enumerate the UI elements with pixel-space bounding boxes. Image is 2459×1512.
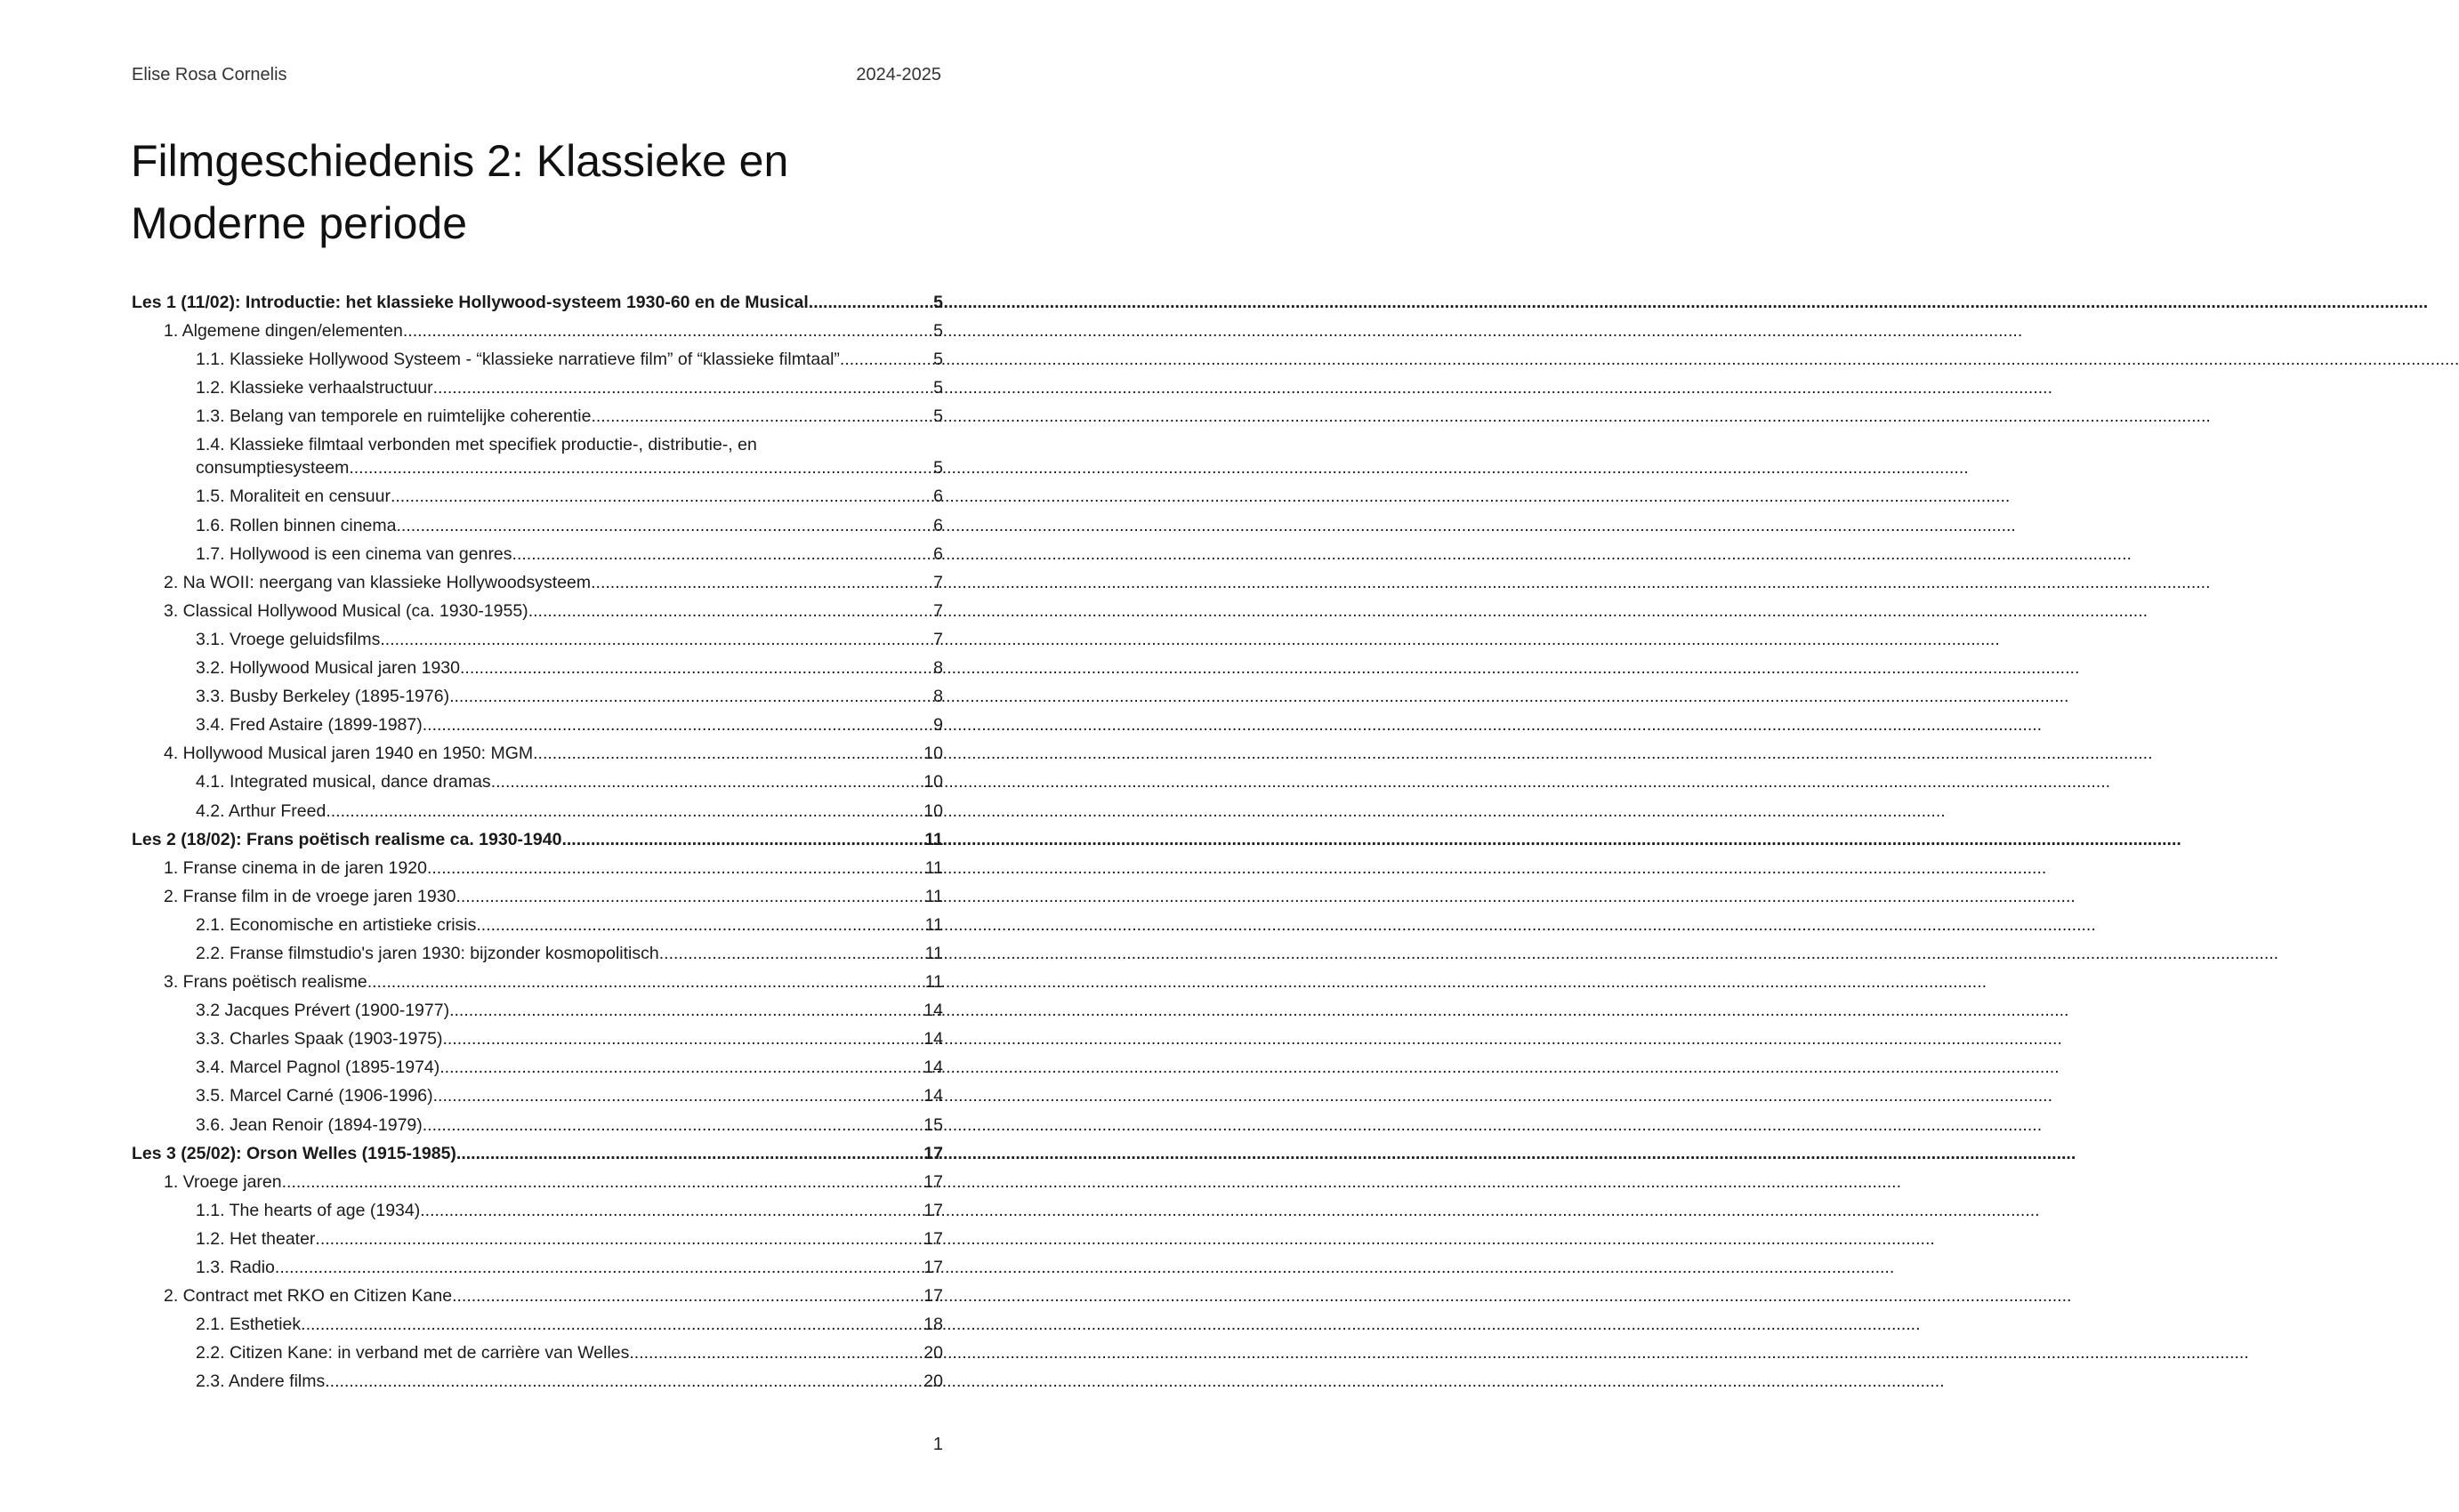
toc-page-number: 14: [923, 1029, 943, 1050]
toc-page-number: 15: [923, 1114, 943, 1135]
dot-leader: [420, 1196, 923, 1225]
toc-subsection-link[interactable]: [132, 511, 943, 540]
toc-entry-title: 4.1. Integrated musical, dance dramas: [196, 772, 491, 792]
toc-subsection-link[interactable]: [132, 402, 943, 430]
toc-entry-title: 2.3. Andere films: [196, 1371, 326, 1392]
toc-page-number: 11: [924, 972, 943, 993]
toc-entry-title: 2.1. Esthetiek: [196, 1315, 302, 1335]
toc-entry-title: 1. Algemene dingen/elementen: [164, 321, 403, 342]
toc-section-link[interactable]: [132, 597, 943, 625]
toc-subsection-link[interactable]: [132, 1225, 943, 1253]
toc-page-number: 5: [933, 406, 943, 427]
toc-page-number: 10: [923, 744, 943, 764]
toc-entry-title: 1.3. Radio: [196, 1258, 275, 1277]
toc-page-number: 17: [923, 1171, 943, 1192]
dot-leader: [301, 1310, 923, 1339]
toc-entry-title: 1. Franse cinema in de jaren 1920: [164, 857, 427, 878]
toc-subsection-link[interactable]: [132, 374, 943, 402]
toc-section-link[interactable]: [132, 854, 943, 882]
toc-entry-title: 4. Hollywood Musical jaren 1940 en 1950: MGM: [164, 744, 534, 764]
toc-entry-title: Les 1 (11/02): Introductie: het klassieke Hollywood-systeem 1930-60 en de Musical: [132, 293, 809, 312]
toc-page-number: 9: [933, 715, 943, 736]
toc-subsection-link[interactable]: [132, 1082, 943, 1110]
toc-page-number: 17: [923, 1200, 943, 1220]
toc-subsection-link[interactable]: [132, 939, 943, 968]
dot-leader: [367, 968, 925, 996]
toc-page-number: 11: [924, 829, 943, 849]
dot-leader: [325, 1367, 923, 1395]
toc-page-number: 17: [923, 1286, 943, 1307]
toc-subsection-link[interactable]: [132, 768, 943, 796]
dot-leader: [561, 825, 924, 854]
toc-page-number: 14: [923, 1058, 943, 1078]
dot-leader: [460, 654, 933, 682]
toc-page-number: 11: [924, 943, 943, 963]
toc-entry-title: 1.5. Moraliteit en censuur: [196, 487, 391, 507]
toc-chapter-link[interactable]: [132, 825, 943, 854]
toc-chapter-link[interactable]: [132, 288, 943, 317]
toc-subsection-link[interactable]: [132, 345, 943, 374]
toc-page-number: 7: [933, 600, 943, 621]
toc-subsection-link[interactable]: [132, 1367, 943, 1395]
dot-leader: [491, 768, 924, 796]
toc-entry-title: 3. Classical Hollywood Musical (ca. 1930-1955): [164, 600, 528, 621]
toc-subsection-link[interactable]: [132, 1196, 943, 1225]
toc-subsection-link[interactable]: [132, 711, 943, 739]
toc-entry-title: 1.6. Rollen binnen cinema: [196, 515, 397, 535]
toc-entry-title: 2.2. Citizen Kane: in verband met de carrière van Welles: [196, 1343, 630, 1363]
toc-subsection-link[interactable]: [132, 797, 943, 825]
toc-subsection-link[interactable]: [132, 482, 943, 511]
toc-entry-title: 2. Na WOII: neergang van klassieke Hollywoodsysteem: [164, 572, 592, 592]
toc-page-number: 11: [924, 857, 943, 878]
toc-page-number: 8: [933, 687, 943, 707]
dot-leader: [396, 511, 933, 540]
toc-subsection-link[interactable]: [132, 654, 943, 682]
dot-leader: [391, 482, 933, 511]
toc-subsection-link[interactable]: [132, 430, 943, 482]
toc-page-number: 14: [923, 1001, 943, 1021]
toc-page-number: 5: [933, 378, 943, 398]
toc-subsection-link[interactable]: [132, 540, 943, 568]
toc-subsection-link[interactable]: [132, 1053, 943, 1082]
toc-section-link[interactable]: [132, 882, 943, 911]
dot-leader: [512, 540, 934, 568]
toc-subsection-link[interactable]: [132, 1339, 943, 1367]
toc-entry-continuation: [196, 456, 943, 479]
toc-subsection-link[interactable]: [132, 682, 943, 711]
toc-entry-title: 3. Frans poëtisch realisme: [164, 972, 367, 993]
toc-page-number: 20: [923, 1343, 943, 1363]
dot-leader: [282, 1168, 924, 1196]
toc-entry-title: 3.1. Vroege geluidsfilms: [196, 629, 381, 649]
toc-entry-title: 3.4. Marcel Pagnol (1895-1974): [196, 1058, 440, 1078]
toc-entry-title: 2.2. Franse filmstudio's jaren 1930: bijzonder kosmopolitisch: [196, 943, 659, 963]
toc-page-number: 6: [933, 515, 943, 535]
toc-section-link[interactable]: [132, 568, 943, 597]
toc-subsection-link[interactable]: [132, 911, 943, 939]
dot-leader: [528, 597, 933, 625]
toc-page-number: 6: [933, 487, 943, 507]
toc-entry-title: 2.1. Economische en artistieke crisis: [196, 914, 477, 935]
toc-section-link[interactable]: [132, 1282, 943, 1310]
toc-page-number: 17: [923, 1143, 943, 1163]
toc-subsection-link[interactable]: [132, 1025, 943, 1053]
toc-page-number: 17: [923, 1258, 943, 1277]
toc-entry-title: 3.2 Jacques Prévert (1900-1977): [196, 1001, 450, 1021]
document-title: Filmgeschiedenis 2: Klassieke en Moderne periode: [131, 136, 789, 248]
dot-leader: [449, 682, 933, 711]
toc-page-number: 5: [933, 350, 943, 370]
dot-leader: [423, 1111, 924, 1139]
toc-entry-title: 3.2. Hollywood Musical jaren 1930: [196, 658, 460, 679]
toc-entry-title: 3.5. Marcel Carné (1906-1996): [196, 1086, 433, 1106]
toc-page-number: 10: [923, 772, 943, 792]
dot-leader: [456, 1139, 923, 1168]
toc-subsection-link[interactable]: [132, 1310, 943, 1339]
dot-leader: [443, 1025, 924, 1053]
toc-chapter-link[interactable]: [132, 1139, 943, 1168]
toc-entry-title: 3.6. Jean Renoir (1894-1979): [196, 1114, 423, 1135]
toc-entry-title: 1.1. Klassieke Hollywood Systeem - “klassieke narratieve film” of “klassieke filmtaal”: [196, 350, 840, 370]
toc-entry-title: Les 2 (18/02): Frans poëtisch realisme ca. 1930-1940: [132, 829, 562, 849]
dot-leader: [591, 568, 933, 597]
dot-leader: [349, 456, 933, 479]
dot-leader: [476, 911, 924, 939]
toc-page-number: 8: [933, 658, 943, 679]
dot-leader: [456, 882, 924, 911]
dot-leader: [275, 1253, 923, 1282]
toc-entry-title: 3.4. Fred Astaire (1899-1987): [196, 715, 423, 736]
toc-entry-title: 3.3. Charles Spaak (1903-1975): [196, 1029, 443, 1050]
toc-entry-title: 1.7. Hollywood is een cinema van genres: [196, 543, 512, 564]
toc-subsection-link[interactable]: [132, 1253, 943, 1282]
toc-page-number: 5: [933, 458, 943, 479]
dot-leader: [591, 402, 933, 430]
page-number: 1: [932, 1435, 943, 1454]
toc-page-number: 5: [933, 293, 943, 312]
toc-entry-title: 1.2. Het theater: [196, 1228, 316, 1249]
toc-entry-title-continued: consumptiesysteem: [196, 458, 350, 479]
dot-leader: [433, 374, 934, 402]
toc-entry-title: Les 3 (25/02): Orson Welles (1915-1985): [132, 1143, 456, 1163]
dot-leader: [439, 1053, 923, 1082]
dot-leader: [809, 288, 933, 317]
dot-leader: [452, 1282, 923, 1310]
toc-section-link[interactable]: [132, 1168, 943, 1196]
table-of-contents: [132, 288, 943, 1395]
toc-page-number: 7: [933, 572, 943, 592]
toc-entry-title: 1. Vroege jaren: [164, 1171, 282, 1192]
dot-leader: [427, 854, 925, 882]
toc-page-number: 17: [923, 1228, 943, 1249]
dot-leader: [533, 739, 923, 768]
toc-page-number: 20: [923, 1371, 943, 1392]
dot-leader: [315, 1225, 923, 1253]
toc-page-number: 6: [933, 543, 943, 564]
toc-entry-title: 2. Franse film in de vroege jaren 1930: [164, 886, 456, 906]
document-author: Elise Rosa Cornelis: [132, 65, 287, 84]
toc-page-number: 14: [923, 1086, 943, 1106]
dot-leader: [403, 317, 933, 345]
toc-subsection-link[interactable]: [132, 1111, 943, 1139]
toc-entry-title: 1.3. Belang van temporele en ruimtelijke coherentie: [196, 406, 592, 427]
toc-page-number: 11: [924, 914, 943, 935]
toc-entry-title: 4.2. Arthur Freed: [196, 800, 327, 821]
dot-leader: [433, 1082, 924, 1110]
toc-section-link[interactable]: [132, 739, 943, 768]
dot-leader: [449, 996, 923, 1025]
toc-entry-title: 2. Contract met RKO en Citizen Kane: [164, 1286, 453, 1307]
toc-entry-title: 1.4. Klassieke filmtaal verbonden met specifiek productie-, distributie-, en: [196, 435, 757, 455]
academic-year: 2024-2025: [856, 65, 941, 84]
dot-leader: [840, 345, 933, 374]
toc-page-number: 7: [933, 629, 943, 649]
toc-entry-title: 1.2. Klassieke verhaalstructuur: [196, 378, 433, 398]
dot-leader: [659, 939, 925, 968]
toc-subsection-link[interactable]: [132, 996, 943, 1025]
toc-page-number: 11: [924, 886, 943, 906]
toc-page-number: 5: [933, 321, 943, 342]
toc-page-number: 10: [923, 800, 943, 821]
dot-leader: [326, 797, 923, 825]
toc-entry-title: 1.1. The hearts of age (1934): [196, 1200, 421, 1220]
toc-section-link[interactable]: [132, 968, 943, 996]
dot-leader: [423, 711, 933, 739]
dot-leader: [629, 1339, 923, 1367]
toc-page-number: 18: [923, 1315, 943, 1335]
toc-section-link[interactable]: [132, 317, 943, 345]
toc-subsection-link[interactable]: [132, 625, 943, 654]
dot-leader: [380, 625, 933, 654]
toc-entry-title: 3.3. Busby Berkeley (1895-1976): [196, 687, 450, 707]
